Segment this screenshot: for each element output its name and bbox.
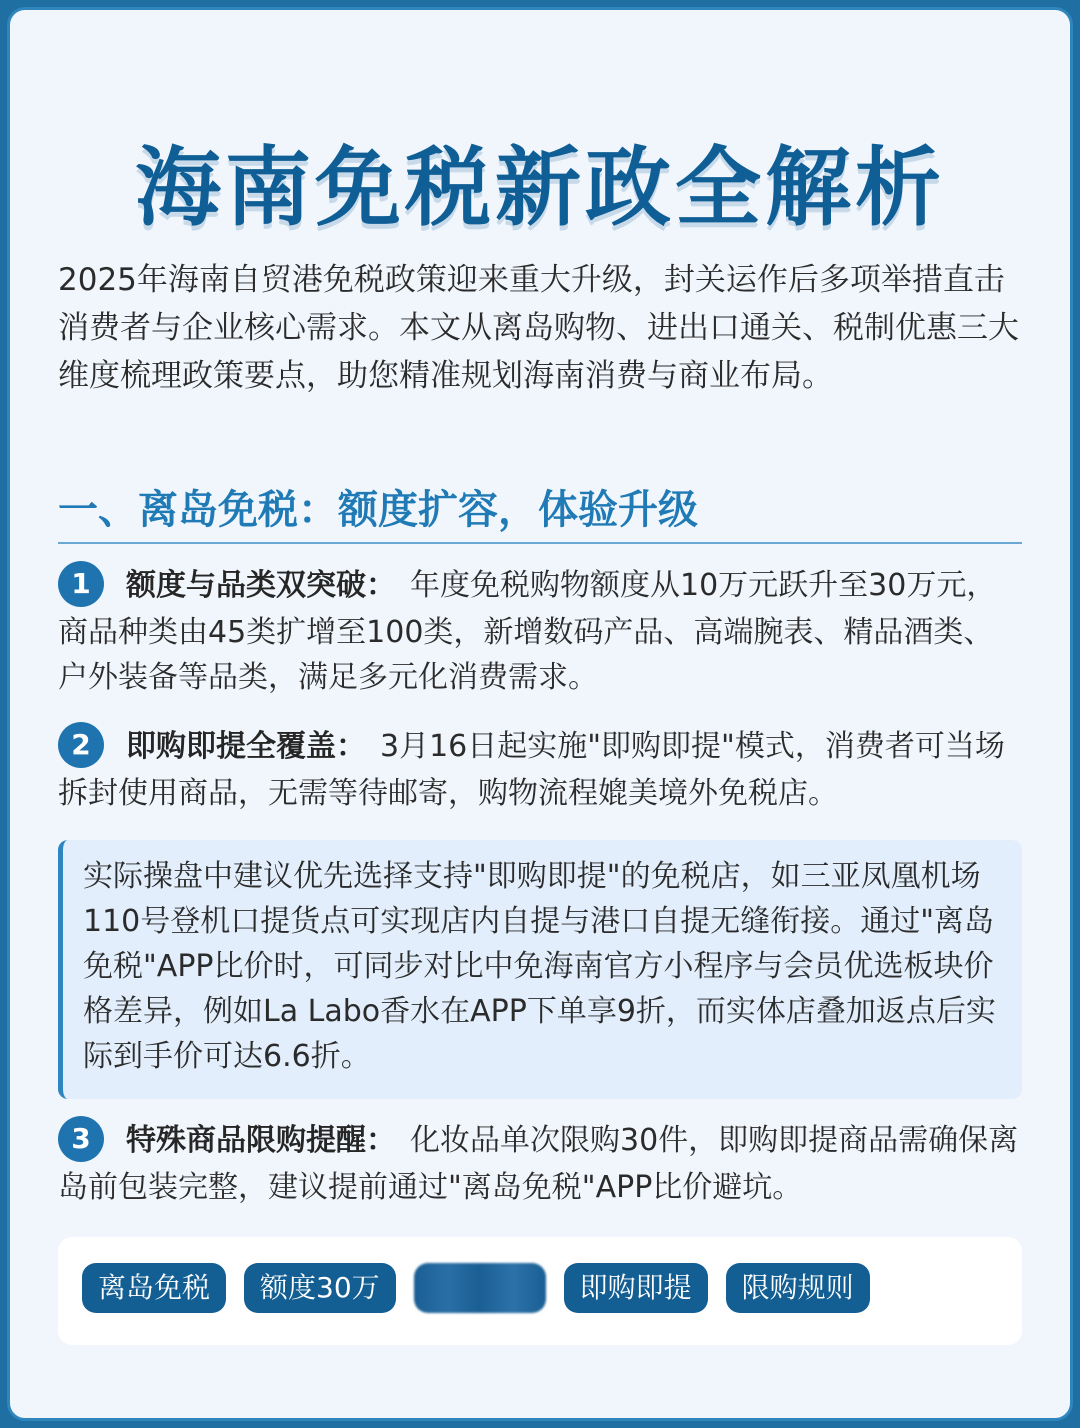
point-text: 年度免税购物额度从10万元跃升至30万元，商品种类由45类扩增至100类，新增数码产品、高端腕表、精品酒类、户外装备等品类，满足多元化消费需求。 <box>58 568 997 695</box>
section-divider <box>58 542 1022 544</box>
number-badge-3: 3 <box>58 1116 104 1162</box>
point-item <box>58 1118 1022 1210</box>
page-title: 海南免税新政全解析 <box>135 138 945 238</box>
point-heading: 特殊商品限购提醒： <box>126 1123 396 1158</box>
tags-panel <box>58 1237 1022 1345</box>
tag-chip[interactable]: 额度30万 <box>244 1263 396 1313</box>
number-badge-1: 1 <box>58 561 104 607</box>
tag-chip[interactable]: 限购规则 <box>726 1263 870 1313</box>
tag-list <box>82 1263 870 1313</box>
intro-paragraph: 2025年海南自贸港免税政策迎来重大升级，封关运作后多项举措直击消费者与企业核心需求。本文从离岛购物、进出口通关、税制优惠三大维度梳理政策要点，助您精准规划海南消费与商业布局。 <box>58 262 1019 394</box>
number-badge-2: 2 <box>58 722 104 768</box>
tag-chip[interactable]: 即购即提 <box>564 1263 708 1313</box>
section-title: 一、离岛免税：额度扩容，体验升级 <box>58 487 698 533</box>
point-item <box>58 563 1022 700</box>
point-text: 化妆品单次限购30件，即购即提商品需确保离岛前包装完整，建议提前通过"离岛免税"APP比价避坑。 <box>58 1123 1019 1205</box>
tip-box: 实际操盘中建议优先选择支持"即购即提"的免税店，如三亚凤凰机场110号登机口提货点可实现店内自提与港口自提无缝衔接。通过"离岛免税"APP比价时，可同步对比中免海南官方小程序与会员优选板块价格差异，例如La Labo香水在APP下单享9折，而实体店叠加返点后实际到手价可达6.6折。 <box>58 840 1022 1099</box>
point-heading: 额度与品类双突破： <box>126 568 396 603</box>
tag-chip[interactable]: 离岛免税 <box>82 1263 226 1313</box>
tag-chip-redacted <box>414 1263 546 1313</box>
point-item <box>58 724 1022 816</box>
point-heading: 即购即提全覆盖： <box>126 729 366 764</box>
point-text: 3月16日起实施"即购即提"模式，消费者可当场拆封使用商品，无需等待邮寄，购物流程媲美境外免税店。 <box>58 729 1005 811</box>
